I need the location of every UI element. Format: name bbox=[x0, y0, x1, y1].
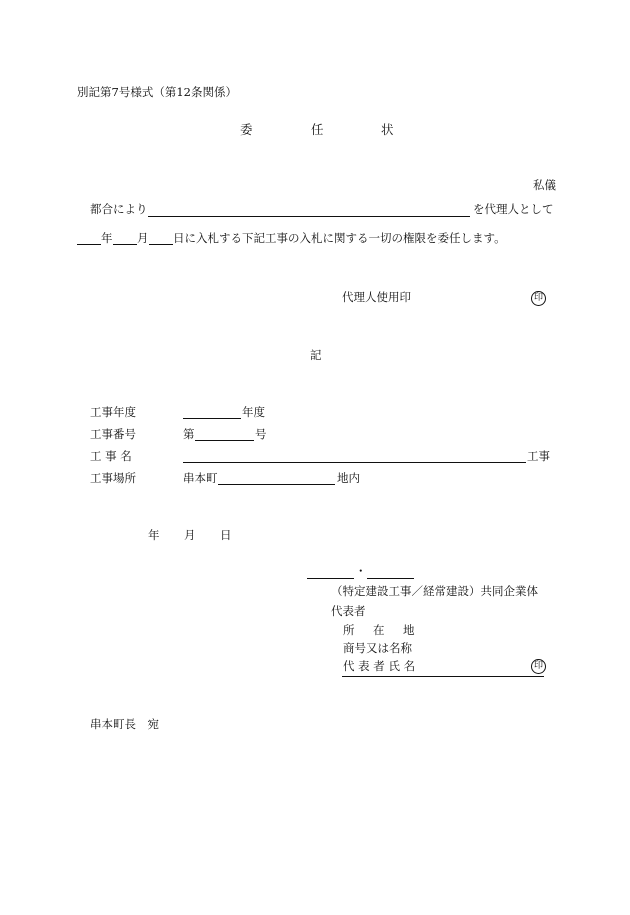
year-label: 年 bbox=[101, 231, 113, 245]
title-char-3: 状 bbox=[381, 122, 394, 137]
fiscal-year-label: 工事年度 bbox=[90, 405, 136, 419]
date-year-label: 年 bbox=[148, 528, 160, 542]
work-number-suffix: 号 bbox=[255, 427, 267, 441]
ki-heading: 記 bbox=[310, 348, 322, 362]
title-char-2: 任 bbox=[311, 122, 324, 137]
work-place-suffix: 地内 bbox=[337, 471, 360, 485]
month-blank[interactable] bbox=[113, 244, 137, 245]
jv-type: （特定建設工事／経常建設）共同企業体 bbox=[331, 584, 538, 598]
date-month-label: 月 bbox=[184, 528, 196, 542]
line1-prefix: 都合により bbox=[90, 202, 148, 216]
jv-member-2-blank[interactable] bbox=[367, 578, 414, 579]
work-name-label: 工 事 名 bbox=[90, 449, 132, 463]
work-number-label: 工事番号 bbox=[90, 427, 136, 441]
address-char-3: 地 bbox=[403, 623, 415, 637]
representative-name-blank[interactable] bbox=[342, 676, 544, 677]
delegation-text: 日に入札する下記工事の入札に関する一切の権限を委任します。 bbox=[173, 231, 506, 245]
agent-seal-label: 代理人使用印 bbox=[342, 290, 411, 304]
work-place-blank[interactable] bbox=[218, 484, 335, 485]
form-reference: 別記第7号様式（第12条関係） bbox=[77, 85, 237, 99]
work-number-blank[interactable] bbox=[195, 440, 254, 441]
work-name-blank[interactable] bbox=[183, 462, 526, 463]
addressee: 串本町長 宛 bbox=[90, 717, 159, 731]
self-reference: 私儀 bbox=[533, 178, 556, 192]
agent-name-blank[interactable] bbox=[148, 216, 470, 217]
work-place-label: 工事場所 bbox=[90, 471, 136, 485]
title-char-1: 委 bbox=[240, 122, 253, 137]
year-blank[interactable] bbox=[77, 244, 101, 245]
day-blank[interactable] bbox=[149, 244, 173, 245]
work-number-prefix: 第 bbox=[183, 427, 195, 441]
company-name-label: 商号又は名称 bbox=[343, 641, 412, 655]
fiscal-year-suffix: 年度 bbox=[242, 405, 265, 419]
representative-name-label: 代 表 者 氏 名 bbox=[343, 659, 416, 673]
work-place-prefix: 串本町 bbox=[183, 471, 218, 485]
seal-mark: 印 bbox=[531, 291, 546, 306]
date-day-label: 日 bbox=[220, 528, 232, 542]
jv-member-1-blank[interactable] bbox=[307, 578, 354, 579]
fiscal-year-blank[interactable] bbox=[183, 418, 241, 419]
representative-label: 代表者 bbox=[331, 604, 366, 618]
month-label: 月 bbox=[137, 231, 149, 245]
address-char-2: 在 bbox=[373, 623, 385, 637]
work-name-suffix: 工事 bbox=[527, 449, 550, 463]
line1-suffix: を代理人として bbox=[473, 202, 554, 216]
address-char-1: 所 bbox=[343, 623, 355, 637]
seal-mark: 印 bbox=[531, 659, 546, 674]
jv-separator: ・ bbox=[355, 564, 367, 578]
